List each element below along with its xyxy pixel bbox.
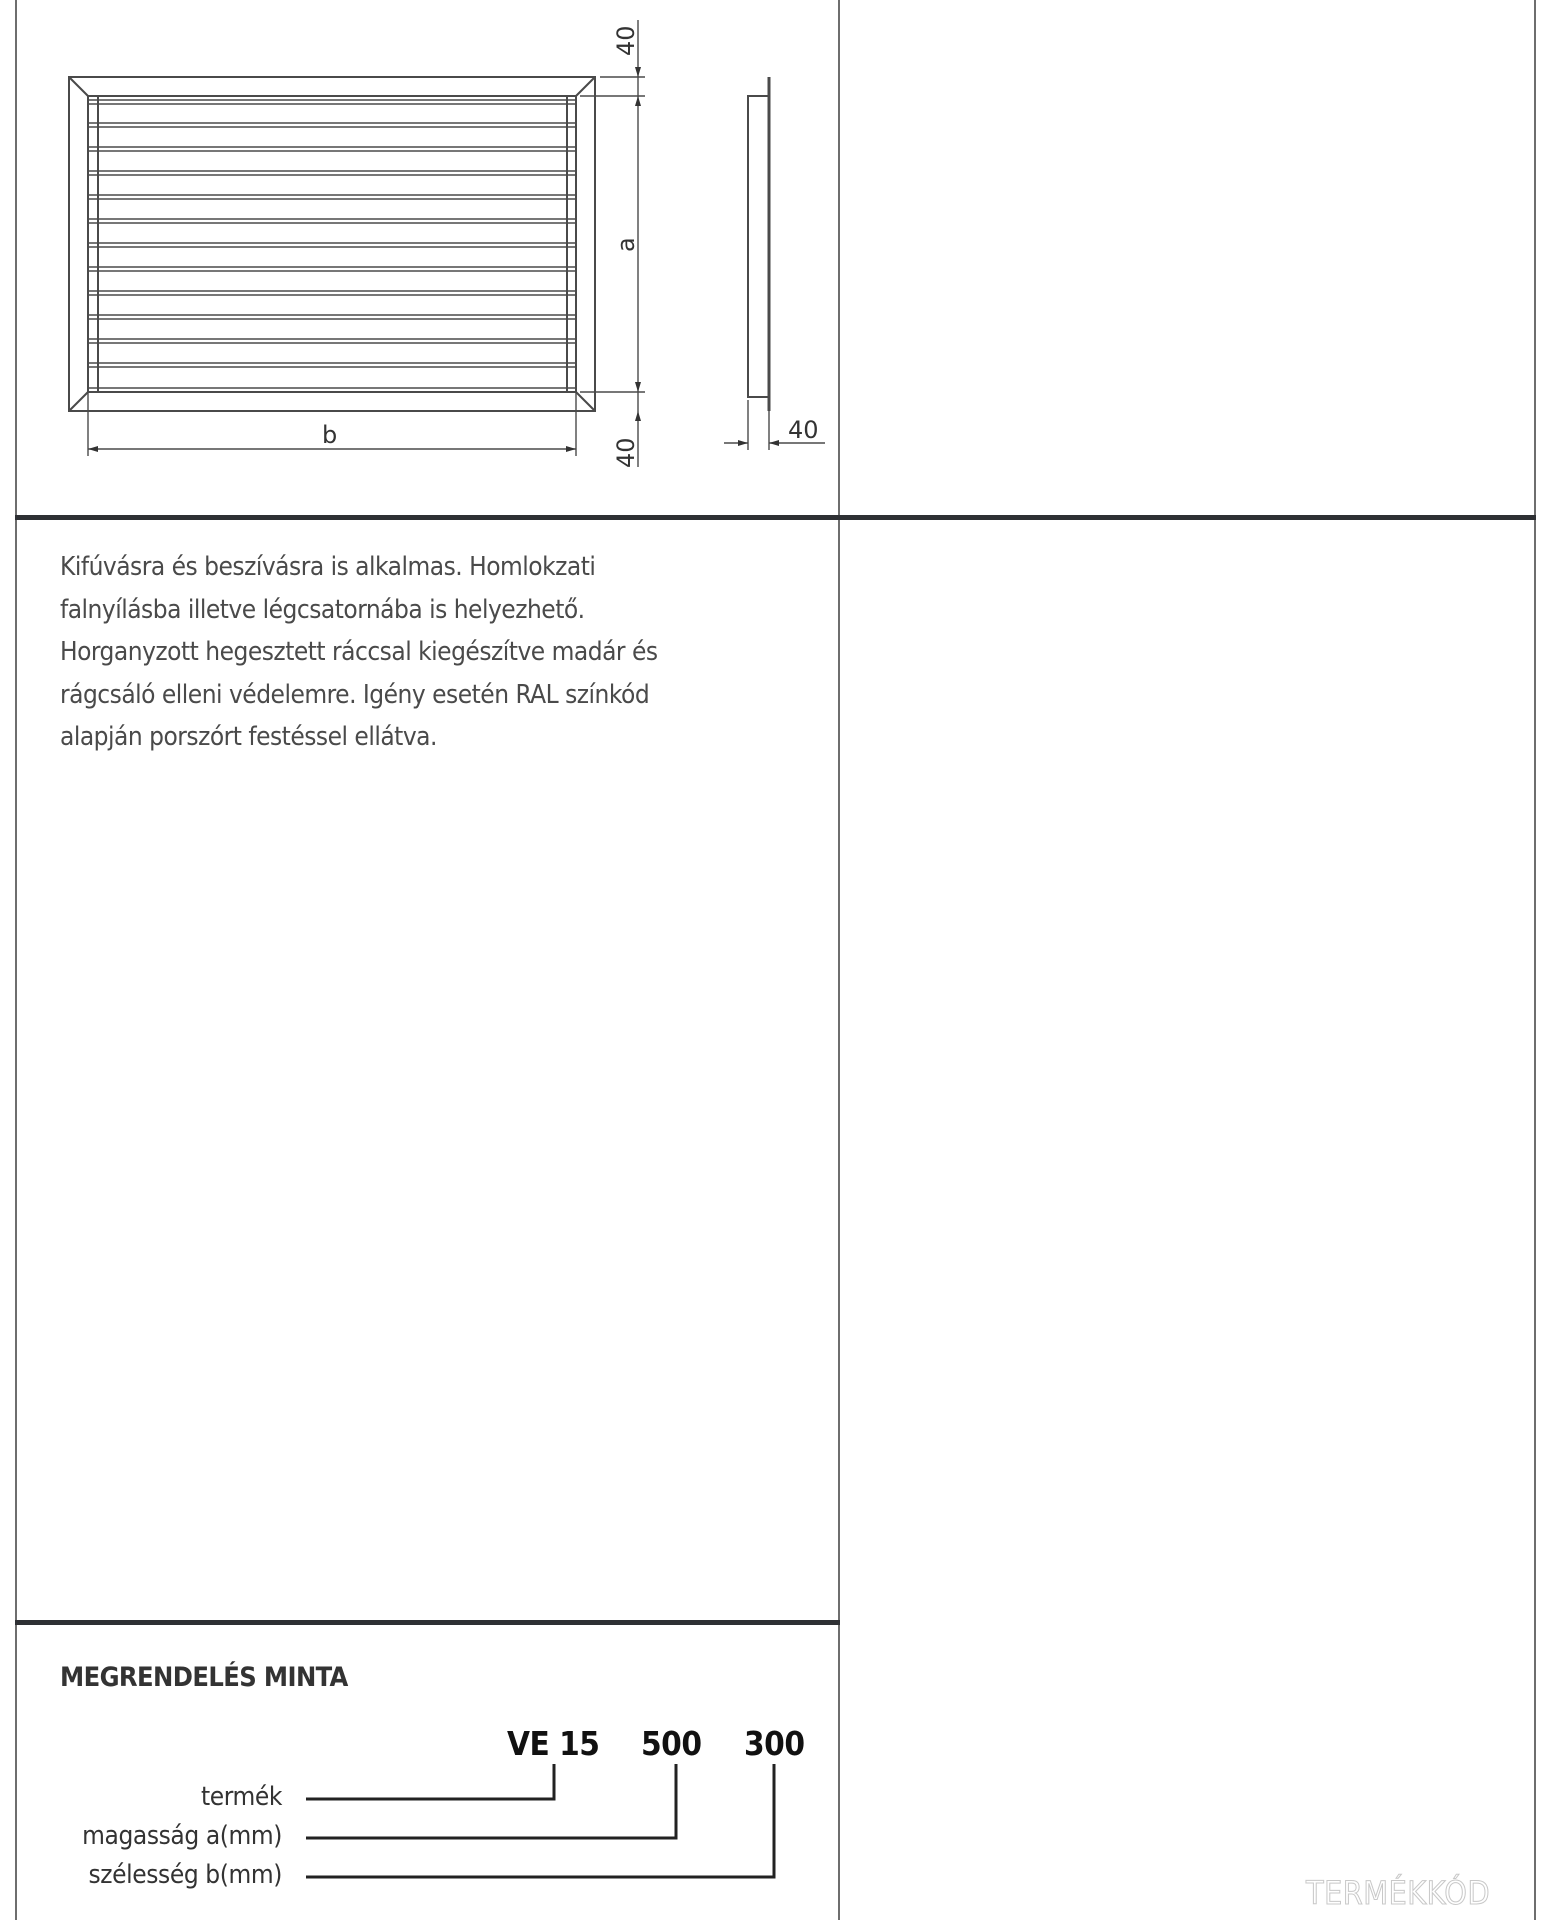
dim-label-bottom: 40 <box>612 437 640 468</box>
code-width: 300 <box>744 1724 805 1763</box>
description-line: alapján porszórt festéssel ellátva. <box>60 722 437 752</box>
dim-label-b: b <box>322 421 338 449</box>
label-product: termék <box>200 1782 282 1812</box>
dim-label-a: a <box>612 237 640 252</box>
label-height: magasság a(mm) <box>82 1821 282 1851</box>
description-line: Horganyzott hegesztett ráccsal kiegészítve madár és <box>60 637 658 667</box>
label-width: szélesség b(mm) <box>88 1860 282 1890</box>
description-line: Kifúvásra és beszívásra is alkalmas. Homlokzati <box>60 552 596 582</box>
dim-label-top: 40 <box>612 25 640 56</box>
code-height: 500 <box>641 1724 702 1763</box>
leader-product <box>306 1764 554 1799</box>
leader-height <box>306 1764 676 1838</box>
watermark: TERMÉKKÓD <box>1306 1874 1491 1912</box>
right-border <box>1534 0 1536 1920</box>
code-product: VE 15 <box>507 1724 600 1763</box>
description-line: rágcsáló elleni védelemre. Igény esetén RAL színkód <box>60 679 650 710</box>
order-sample-title: MEGRENDELÉS MINTA <box>60 1662 348 1693</box>
description-line: falnyílásba illetve légcsatornába is helyezhető. <box>60 594 585 625</box>
leader-width <box>306 1764 774 1877</box>
dim-label-side: 40 <box>788 416 819 444</box>
